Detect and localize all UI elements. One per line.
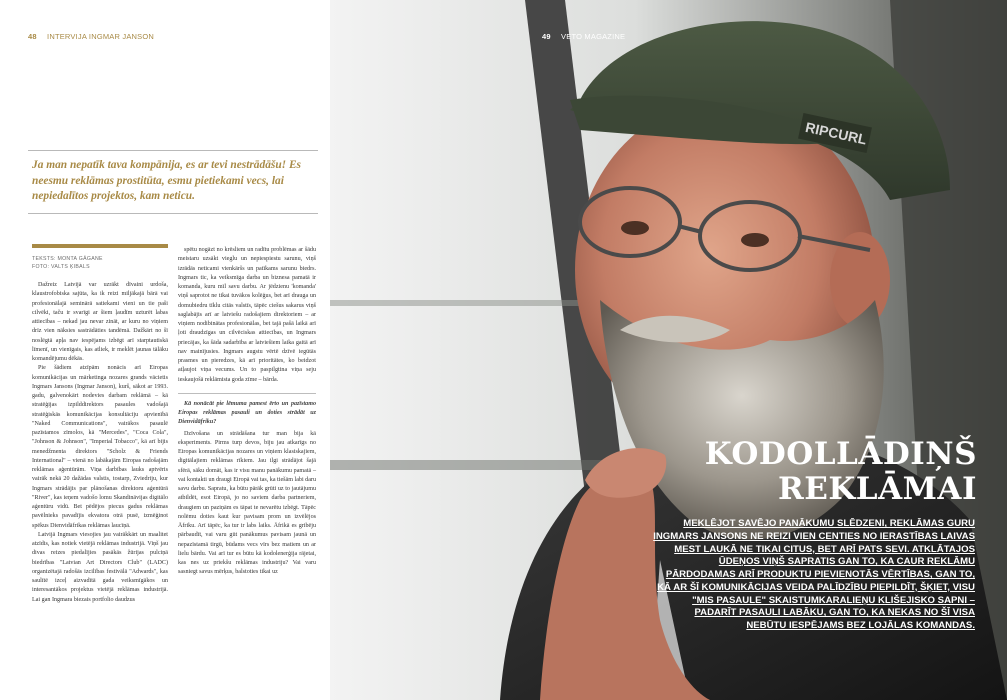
section-title: INTERVIJA INGMAR JANSON xyxy=(47,32,155,41)
byline xyxy=(32,255,103,271)
pullquote-bottom-rule xyxy=(28,213,318,214)
article-paragraph: Dzīvošana un strādāšana tur man bija kā eksperiments. Pirms turp devos, biju jau atkarīgs no Eiropas komunikācijas nozares un viņiem klasiskajiem, digitālajiem reklāmas rīkiem. Jau ilgi strādājot šajā sfērā, sāku domāt, kas ir visu manu panākumu pamatā – vai kontakti un draugi Eiropā vai tas, ka tiešām labi daru savu darbu. Sapratu, ka būtu pārāk grūti uz to jautājumu atbildēt, esot Eiropā, jo no saviem darba partneriem, draugiem un paziņām es tāpat te nevarētu izbēgt. Tāpēc nolēmu doties kaut kur pavisam prom un izvēlējos Āfriku. Arī tāpēc, ka tur ir labs laiks. Āfrikā es gribēju pārbaudīt, vai varu gūt panākumus pavisam jaunā un nepazīstamā tirgū, būdams vecs vīrs bez matiem un ar lielu bārdu. Vai arī tur es būtu kā kodolenerģija rājetai, kas nes uz priekšu reklāmas industriju? Vai varu sasniegt savus mērķus, balstoties tikai uz xyxy=(178,430,316,576)
article-paragraph: Latvijā Ingmars viesojies jau vairākkārt un maalitet atzīdis, kas notiek vietējā reklāmas industrijā. Viņš jau divas reizes piedalījies pasākās žūrijas pulciņā biedrības "Latvian Art Directors Club" (LADC) organizētajā radošās izcilības festivālā "Adwards", kas saulītē izceļ aizvadītā gada veiksmīgākos un interesantākos projektus vietējā reklāmas industrijā. Lai gan Ingmara biezais portfolio daudzus xyxy=(32,531,168,603)
pullquote-top-rule xyxy=(28,150,318,151)
article-column-1 xyxy=(32,281,168,605)
credit-bar xyxy=(32,244,168,248)
left-page xyxy=(0,0,330,700)
cap-logo: RIPCURL xyxy=(803,118,869,148)
magazine-name: VETO MAGAZINE xyxy=(561,32,626,41)
article-standfirst: MEKLĒJOT SAVĒJO PANĀKUMU SLĒDZENI, REKLĀMAS GURU INGMARS JANSONS NE REIZI VIEN CENTIES NO IERASTĪBAS LAIVAS MEST LAUKĀ NE TIKAI CITUS, BET ARĪ PATS SEVI. ATKLĀTAJOS ŪDEŅOS VIŅŠ SAPRATIS GAN TO, KA CAUR REKLĀMU PĀRDODAMAS ARĪ PRODUKTU PIEVIENOTĀS VĒRTĪBAS, GAN TO, KĀ AR ŠĪ KOMUNIKĀCIJAS VEIDA PALĪDZĪBU PIEPILDĪT, ŠĶIET, VISU "MIS PASAULE" SKAISTUMKARALIEŅU KLIŠEJISKO SAPNI – PADARĪT PASAULI LABĀKU, GAN TO, KA NEKAS NO ŠĪ VISA NEBŪTU IESPĒJAMS BEZ LOJĀLAS KOMANDAS. xyxy=(653,518,975,631)
pullquote: Ja man nepatīk tava kompānija, es ar tevi nestrādāšu! Es neesmu reklāmas prostitūta, esmu pietiekami vecs, lai nepiedalītos projektos, kam neticu. xyxy=(32,159,301,203)
page-folio-left xyxy=(28,32,154,41)
article-column-2 xyxy=(178,246,316,578)
page-folio-right xyxy=(542,32,625,41)
article-paragraph: Pie šādiem atzīpām nonācis arī Eiropas komunikācijas un mārketinga nozares grands vācietis Ingmars Jansons (Ingmar Janson), kurš, sākot ar 1993. gadu, galvenokārt nodevies darbam reklāmā – kā stratēģijas izpilddirektors pasaules vadošajā stratēģiskās komunikācijas konsultāciju apvienībā "Naked Communications", vairākos pasaulē pazīstamos zīmolos, kā "Mercedes", "Coca Cola", "Johnson & Johnson", "Imperial Tobacco", kā arī bijis menedžmenta direktors "Scholz & Friends International" – vienā no labākajām Eiropas radošajām reklāmas aģentūrām. Viņa darbības lauks aptvēris vairāk nekā 20 dažādas valstis, tostarp, Zviedriju, kur Ingmars strādājis par plānošanas direktoru aģentūrā "River", kas ieņem vadošo lomu Skandināvijas digitālo aģentūru vidū. Bet pēdējos piecus gadus reklāmas pavēlnieks pavadījis ekvatora otrā pusē, izmēģinot spēkus Dienvidāfrikas reklāmas laucīņā. xyxy=(32,365,168,529)
byline-text: TEKSTS: MONTA GĀGANE xyxy=(32,256,103,262)
page-number: 48 xyxy=(28,32,37,41)
question-rule xyxy=(178,393,316,394)
headline-line: KODOLLĀDIŅŠ xyxy=(704,436,977,472)
article-paragraph: spētu nogāzt no krēsliem un radītu problēmas ar šādu meistaru uzsākt vieglu un nepiespiestu sarunu, viņš izrādās neticami vienkāršs un patīkams sarunu biedrs. Ingmars tic, ka veiksmīga darba un biznesa pamatā ir komanda, kuru mīl savu darbu. Ar jēdzienu 'komanda' viņš saprotot ne tikai tuvākos kolēģus, bet arī drauga un domubiedru tīklu citās valstīs, tāpēc ciešus sakarus viņš saglabājis arī ar latviešu radošajiem direktoriem – ar viņiem nodibinātas profesionālas, bet tajā pašā laikā arī ļoti draudzīgas un cilvēciskas attiecības, un Ingmars priecājas, ka šāda sadarbība ar latviešiem laika gaitā arī nav mainījusies. Ingmars augstu vērtē dzīvē iegūtās prasmes un pieredzes, kā arī prioritātes, ko beidzot atļaujot viņa vecums. Un to paspilgtina viņa seju ieskaujošā reklāmista goda zīme – bārda. xyxy=(178,247,316,383)
page-number: 49 xyxy=(542,32,551,41)
article-paragraph: Dažreiz Latvijā var uzrākt dīvaini urdoša, klaustrofobiska sajūta, ka ik reizi miljākajā bārā vai profesionālajā seminārā satiekami vieni un tie paši cilvēki, taču ir svarīgi ar šiem ļaudīm uzturēt labas attiecības – nekad jau nevar zināt, ar kuru no viņiem drīz vien nāksies sastrādāties tandēmā. Dažkārt no šī noslēgtā apļa nav iespējams izbēgt arī starptautiskā līmenī, un vienīgais, kas atliek, ir meklēt jaunas tālāku komandējumu dēkās. xyxy=(32,282,168,362)
right-page xyxy=(330,0,1007,700)
headline-line: REKLĀMAI xyxy=(777,471,977,508)
article-headline xyxy=(647,437,977,507)
byline-photo: FOTO: VALTS ĶIBALS xyxy=(32,264,90,271)
interview-question: Kā nonācāt pie lēmuma pamest ērto un pazīstamo Eiropas reklāmas pasauli un doties strādāt uz Dienvidāfriku? xyxy=(178,400,316,426)
